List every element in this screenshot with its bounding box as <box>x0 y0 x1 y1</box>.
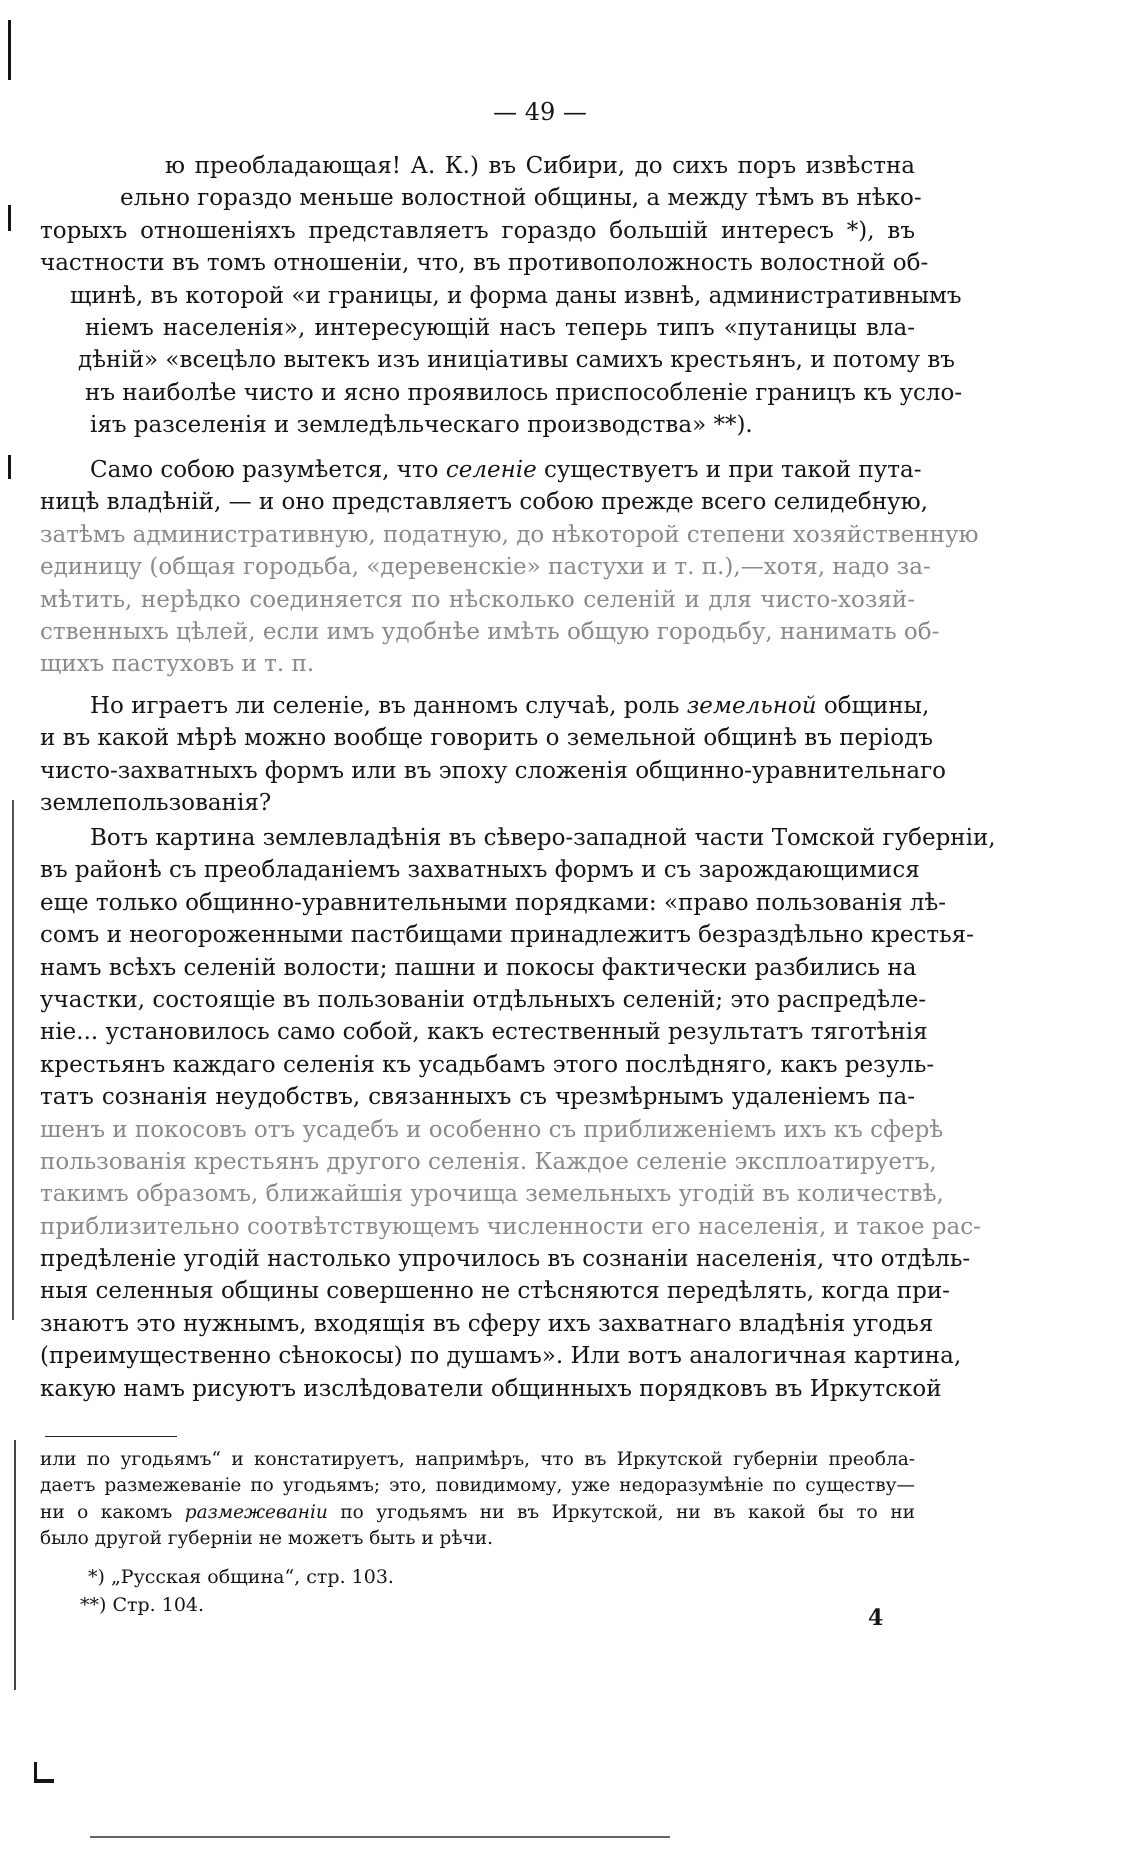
footnote-line: даетъ размежеваніе по угодьямъ; это, повидимому, уже недоразумѣніе по существу— <box>40 1475 915 1497</box>
scan-artifact <box>8 20 11 80</box>
scan-artifact <box>8 205 11 231</box>
text-line: участки, состоящіе въ пользованіи отдѣльныхъ селеній; это распредѣле- <box>40 986 927 1013</box>
text-line: ницѣ владѣній, — и оно представляетъ собою прежде всего селидебную, <box>40 489 928 516</box>
text-line: предѣленіе угодій настолько упрочилось въ сознаніи населенія, что отдѣль- <box>40 1246 971 1273</box>
text-line: единицу (общая городьба, «деревенскіе» пастухи и т. п.),—хотя, надо за- <box>40 554 931 581</box>
scan-artifact <box>34 1762 37 1782</box>
emphasis-selenie: селеніе <box>445 457 537 483</box>
text-line: еще только общинно-уравнительными порядками: «право пользованія лѣ- <box>40 889 947 916</box>
text-line: шенъ и покосовъ отъ усадебъ и особенно съ приближеніемъ ихъ къ сферѣ <box>40 1116 944 1143</box>
text-line: ніе... установилось само собой, какъ естественный результатъ тяготѣнія <box>40 1019 928 1046</box>
text-line: татъ сознанія неудобствъ, связанныхъ съ чрезмѣрнымъ удаленіемъ па- <box>40 1084 915 1111</box>
text-line: чисто-захватныхъ формъ или въ эпоху сложенія общинно-уравнительнаго <box>40 757 946 784</box>
paragraph-1 <box>40 150 963 442</box>
text-line: ельно гораздо меньше волостной общины, а между тѣмъ въ нѣко- <box>120 185 922 212</box>
text-line: такимъ образомъ, ближайшія урочища земельныхъ угодій въ количествѣ, <box>40 1181 944 1208</box>
text-line: нъ наиболѣе чисто и ясно проявилось приспособленіе границъ къ усло- <box>85 379 963 406</box>
paragraph-4 <box>40 822 996 1405</box>
text-line: и въ какой мѣрѣ можно вообще говорить о земельной общинѣ въ періодъ <box>40 725 933 752</box>
paragraph-3 <box>40 690 946 820</box>
text-line: намъ всѣхъ селеній волости; пашни и покосы фактически разбились на <box>40 954 917 981</box>
emphasis-zemelnoy: земельной <box>686 693 817 719</box>
footnote-note-2: **) Стр. 104. <box>80 1594 205 1616</box>
text-line: ю преобладающая! А. К.) въ Сибири, до сихъ поръ извѣстна <box>165 153 915 179</box>
emphasis-razmezhevanii: размежеваніи <box>184 1501 328 1523</box>
text-line: въ районѣ съ преобладаніемъ захватныхъ формъ и съ зарождающимися <box>40 857 920 884</box>
signature-mark: 4 <box>868 1605 884 1631</box>
footnote-block <box>40 1447 915 1553</box>
text-line: щинѣ, въ которой «и границы, и форма даны извнѣ, административнымъ <box>70 282 962 309</box>
page-number: — 49 — <box>493 98 587 126</box>
paragraph-2 <box>40 454 979 681</box>
footnote-line: было другой губерніи не можетъ быть и рѣчи. <box>40 1528 493 1550</box>
text-line: ніемъ населенія», интересующій насъ теперь типъ «путаницы вла- <box>85 314 915 341</box>
scan-artifact <box>34 1779 54 1783</box>
footnote-line: ни о какомъ размежеваніи по угодьямъ ни въ Иркутской, ни въ какой бы то ни <box>40 1501 915 1523</box>
text-line: щихъ пастуховъ и т. п. <box>40 651 315 678</box>
scan-artifact <box>8 455 11 479</box>
footnote-note-1: *) „Русская община“, стр. 103. <box>88 1566 394 1588</box>
text-line: іяъ разселенія и земледѣльческаго производства» **). <box>90 412 753 439</box>
scan-artifact <box>14 1440 16 1690</box>
text-line: мѣтить, нерѣдко соединяется по нѣсколько селеній и для чисто-хозяй- <box>40 586 915 613</box>
text-line: дѣній» «всецѣло вытекъ изъ иниціативы самихъ крестьянъ, и потому въ <box>78 347 955 374</box>
text-line: приблизительно соотвѣтствующемъ численности его населенія, и такое рас- <box>40 1213 981 1240</box>
text-line: (преимущественно сѣнокосы) по душамъ». Или вотъ аналогичная картина, <box>40 1343 962 1370</box>
footnote-line: или по угодьямъ“ и констатируетъ, напримѣръ, что въ Иркутской губерніи преобла- <box>40 1449 915 1470</box>
text-line: частности въ томъ отношеніи, что, въ противоположность волостной об- <box>40 250 929 277</box>
text-line: Но играетъ ли селеніе, въ данномъ случаѣ, роль земельной общины, <box>90 693 930 719</box>
footnote-separator <box>45 1436 177 1437</box>
text-line: Вотъ картина землевладѣнія въ сѣверо-западной части Томской губерніи, <box>90 825 996 851</box>
text-line: сомъ и неогороженными пастбищами принадлежитъ безраздѣльно крестья- <box>40 922 974 949</box>
text-line: крестьянъ каждаго селенія къ усадьбамъ этого послѣдняго, какъ резуль- <box>40 1051 935 1078</box>
text-line: ныя селенныя общины совершенно не стѣсняются передѣлять, когда при- <box>40 1278 950 1305</box>
scan-artifact <box>12 800 14 1320</box>
text-line: землепользованія? <box>40 790 272 817</box>
scan-artifact <box>90 1836 670 1838</box>
text-line: знаютъ это нужнымъ, входящія въ сферу ихъ захватнаго владѣнія угодья <box>40 1310 934 1337</box>
text-line: ственныхъ цѣлей, если имъ удобнѣе имѣть общую городьбу, нанимать об- <box>40 618 940 645</box>
text-line: какую намъ рисуютъ изслѣдователи общинныхъ порядковъ въ Иркутской <box>40 1375 942 1402</box>
text-line: затѣмъ административную, податную, до нѣкоторой степени хозяйственную <box>40 521 979 548</box>
text-line: пользованія крестьянъ другого селенія. Каждое селеніе эксплоатируетъ, <box>40 1148 937 1175</box>
text-line: Само собою разумѣется, что селеніе существуетъ и при такой пута- <box>90 457 922 483</box>
text-line: торыхъ отношеніяхъ представляетъ гораздо большій интересъ *), въ <box>40 217 915 244</box>
